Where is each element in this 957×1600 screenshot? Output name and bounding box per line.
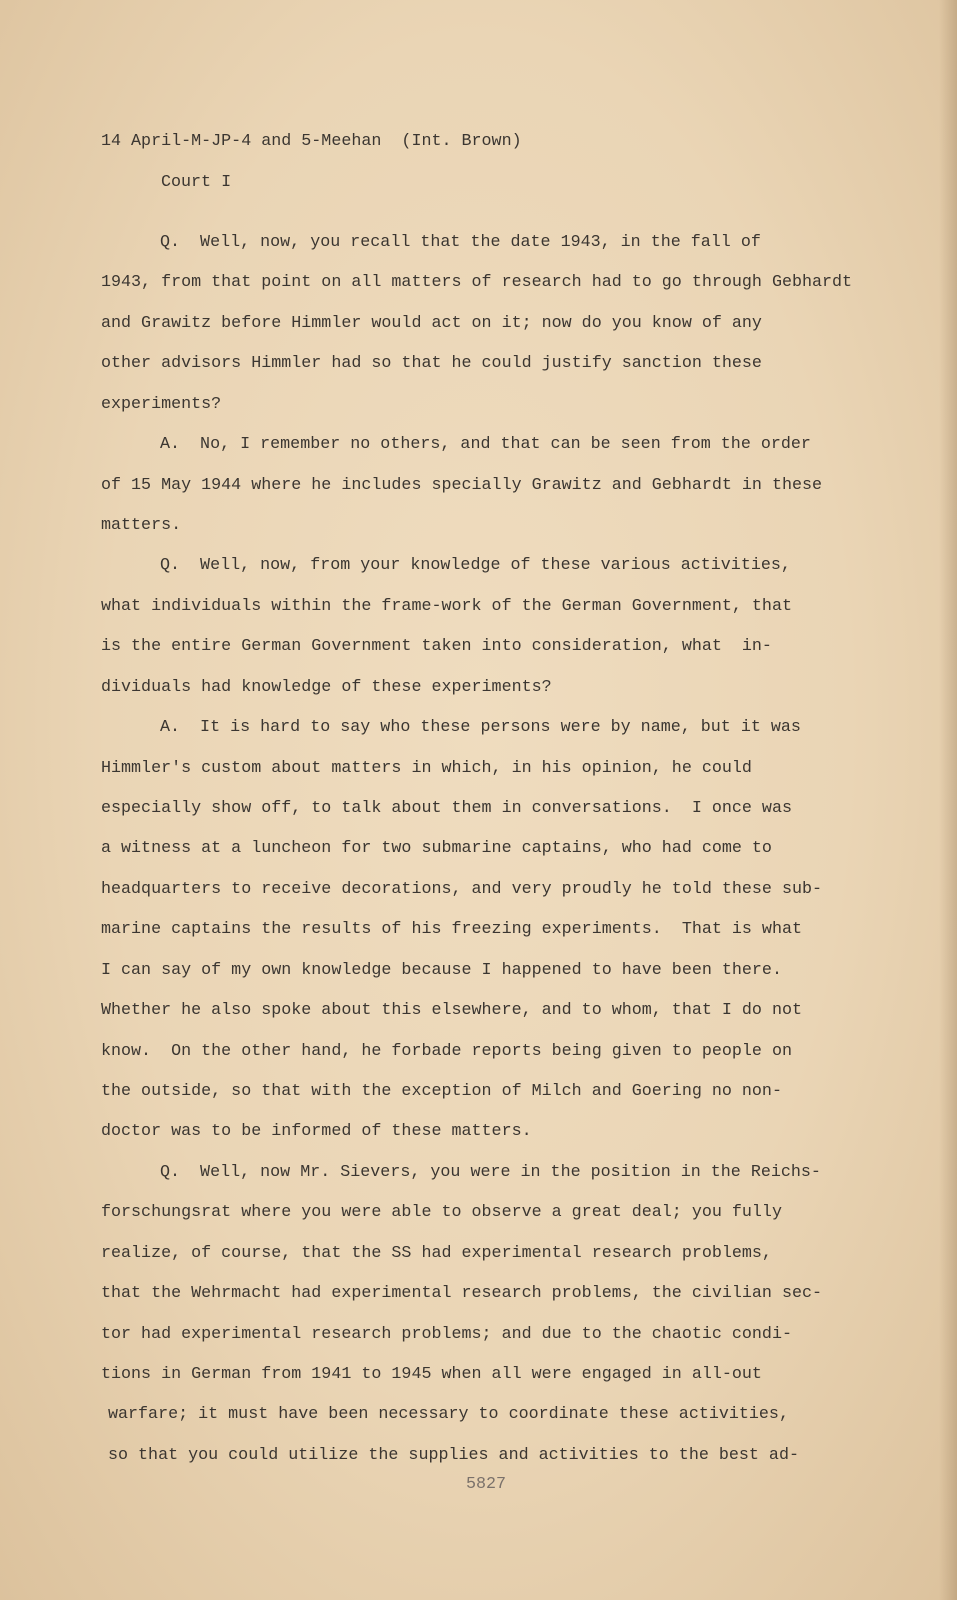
transcript-line: doctor was to be informed of these matters. xyxy=(101,1122,532,1142)
transcript-line: matters. xyxy=(101,516,182,535)
court-label: Court I xyxy=(161,173,232,192)
transcript-line: Whether he also spoke about this elsewhere, and to whom, that I do not xyxy=(101,1001,802,1021)
transcript-line: warfare; it must have been necessary to coordinate these activities, xyxy=(108,1405,789,1425)
transcript-line: tions in German from 1941 to 1945 when all were engaged in all-out xyxy=(101,1365,762,1385)
transcript-line: experiments? xyxy=(101,394,222,414)
transcript-line: tor had experimental research problems; and due to the chaotic condi- xyxy=(101,1324,792,1344)
transcript-line: and Grawitz before Himmler would act on it; now do you know of any xyxy=(101,313,762,333)
paragraph-start-line: Q. Well, now, from your knowledge of these various activities, xyxy=(160,556,791,576)
document-header: 14 April-M-JP-4 and 5-Meehan (Int. Brown) xyxy=(101,132,522,151)
transcript-line: I can say of my own knowledge because I happened to have been there. xyxy=(101,960,782,980)
transcript-line: know. On the other hand, he forbade reports being given to people on xyxy=(101,1041,792,1061)
transcript-line: marine captains the results of his freezing experiments. That is what xyxy=(101,920,802,940)
paragraph-start-line: Q. Well, now Mr. Sievers, you were in the position in the Reichs- xyxy=(160,1162,821,1182)
page-edge-shadow xyxy=(939,0,957,1600)
paragraph-start-line: Q. Well, now, you recall that the date 1943, in the fall of xyxy=(160,233,761,252)
transcript-line: a witness at a luncheon for two submarine captains, who had come to xyxy=(101,839,772,859)
paragraph-start-line: A. It is hard to say who these persons were by name, but it was xyxy=(160,718,801,738)
transcript-line: that the Wehrmacht had experimental research problems, the civilian sec- xyxy=(101,1284,823,1304)
transcript-line: of 15 May 1944 where he includes specially Grawitz and Gebhardt in these xyxy=(101,475,823,495)
transcript-line: other advisors Himmler had so that he could justify sanction these xyxy=(101,354,762,374)
page-number: 5827 xyxy=(466,1475,507,1494)
transcript-line: is the entire German Government taken into consideration, what in- xyxy=(101,637,772,657)
transcript-line: dividuals had knowledge of these experiments? xyxy=(101,677,552,697)
transcript-line: especially show off, to talk about them in conversations. I once was xyxy=(101,799,792,819)
paragraph-start-line: A. No, I remember no others, and that can be seen from the order xyxy=(160,435,811,455)
transcript-line: so that you could utilize the supplies and activities to the best ad- xyxy=(108,1445,799,1465)
transcript-line: the outside, so that with the exception of Milch and Goering no non- xyxy=(101,1082,782,1102)
transcript-line: what individuals within the frame-work of the German Government, that xyxy=(101,596,792,616)
transcript-line: realize, of course, that the SS had experimental research problems, xyxy=(101,1243,772,1263)
transcript-line: headquarters to receive decorations, and very proudly he told these sub- xyxy=(101,879,823,899)
transcript-line: forschungsrat where you were able to observe a great deal; you fully xyxy=(101,1203,782,1223)
transcript-line: Himmler's custom about matters in which, in his opinion, he could xyxy=(101,758,752,778)
transcript-line: 1943, from that point on all matters of research had to go through Gebhardt xyxy=(101,273,853,293)
